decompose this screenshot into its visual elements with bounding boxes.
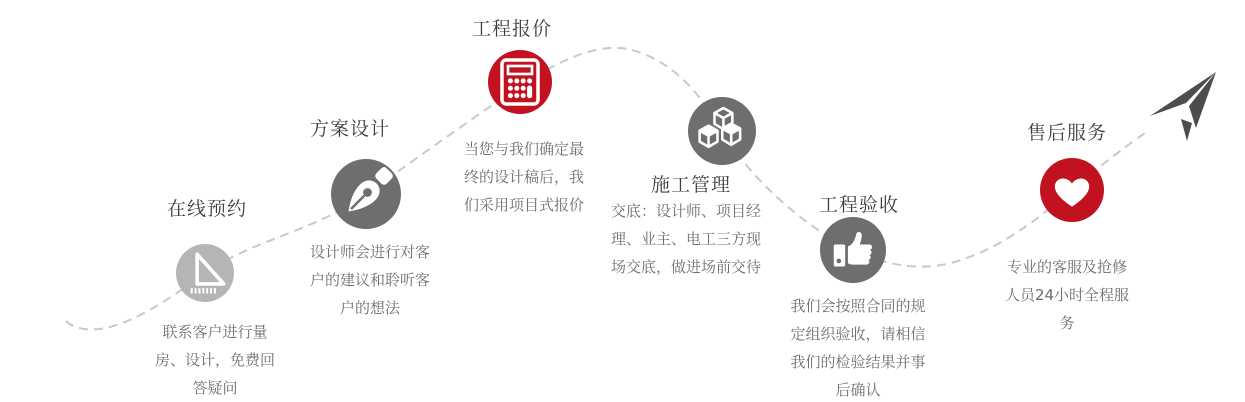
step-icon-circle xyxy=(488,50,552,114)
description-line: 定组织验收，请相信 xyxy=(790,325,926,343)
step-title: 工程报价 xyxy=(471,18,552,40)
description-line: 我们的检验结果并事 xyxy=(790,353,926,371)
step-icon-circle xyxy=(688,97,756,165)
step-icon-circle xyxy=(1040,158,1104,222)
step-title: 施工管理 xyxy=(650,174,731,196)
description-line: 房、设计，免费回 xyxy=(154,351,275,369)
step-title: 工程验收 xyxy=(818,194,899,216)
description-line: 户的想法 xyxy=(339,299,400,317)
step-description xyxy=(120,318,310,402)
step-icon-circle xyxy=(331,159,401,229)
step-description xyxy=(591,197,781,281)
paper-plane-icon xyxy=(1150,72,1216,141)
step-description xyxy=(275,238,465,322)
step-title: 在线预约 xyxy=(166,198,247,220)
description-line: 人员24小时全程服 xyxy=(1004,286,1130,304)
description-line: 终的设计稿后，我 xyxy=(463,168,584,186)
description-line: 当您与我们确定最 xyxy=(463,140,584,158)
description-line: 联系客户进行量 xyxy=(162,323,268,341)
step-description xyxy=(972,253,1162,337)
description-line: 我们会按照合同的规 xyxy=(790,297,926,315)
step-icon-circle xyxy=(176,244,234,302)
description-line: 务 xyxy=(1059,314,1075,332)
description-line: 户的建议和聆听客 xyxy=(309,271,430,289)
step-icon-circle xyxy=(820,217,886,283)
step-title: 方案设计 xyxy=(309,118,390,140)
description-line: 们采用项目式报价 xyxy=(463,196,584,214)
step-title: 售后服务 xyxy=(1026,122,1107,144)
description-line: 交底：设计师、项目经 xyxy=(610,202,761,220)
description-line: 设计师会进行对客 xyxy=(309,243,430,261)
description-line: 答疑问 xyxy=(192,379,238,397)
description-line: 场交底，做进场前交待 xyxy=(610,258,761,276)
step-description xyxy=(763,292,953,402)
description-line: 理、业主、电工三方现 xyxy=(610,230,761,248)
description-line: 后确认 xyxy=(835,381,881,399)
description-line: 专业的客服及抢修 xyxy=(1006,258,1127,276)
